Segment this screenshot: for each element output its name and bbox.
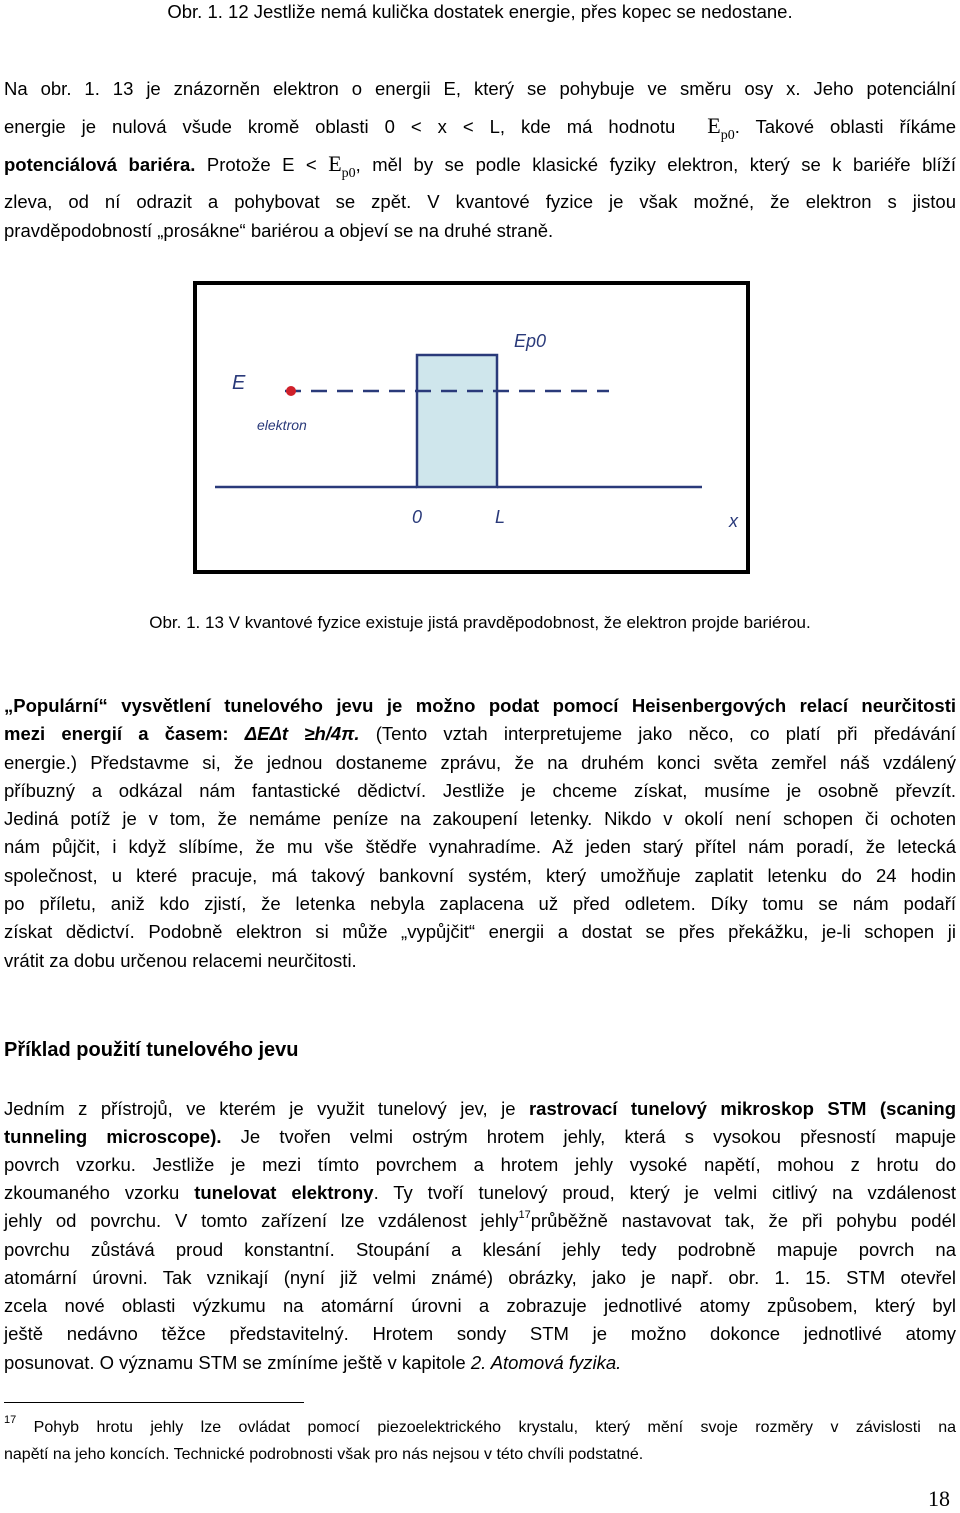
intro-line-5: pravděpodobností „prosákne“ bariérou a objeví se na druhé straně.	[4, 220, 554, 241]
figure-caption-previous: Obr. 1. 12 Jestliže nemá kulička dostatek energie, přes kopec se nedostane.	[167, 1, 793, 22]
label-electron: elektron	[257, 417, 307, 433]
stm-line-3: povrch vzorku. Jestliže je mezi tímto povrchem a hrotem jehly vysoké napětí, mohou z hrotu do	[4, 1154, 956, 1175]
popular-line-9: získat dědictví. Podobně elektron si může „vypůjčit“ energii a dostat se přes překážku, je-li schopen ji	[4, 921, 956, 942]
popular-line-6: nám půjčit, i když slíbíme, že mu vše štědře vynahradíme. Až jeden starý přítel nám poradí, že letecká	[4, 836, 956, 857]
stm-line-10: posunovat. O významu STM se zmíníme ještě v kapitole 2. Atomová fyzika.	[4, 1352, 622, 1373]
stm-line-1: Jedním z přístrojů, ve kterém je využit tunelový jev, je rastrovací tunelový mikroskop STM (scaning	[4, 1098, 956, 1119]
popular-line-10: vrátit za dobu určenou relacemi neurčitosti.	[4, 950, 357, 971]
intro-line-1: Na obr. 1. 13 je znázorněn elektron o energii E, který se pohybuje ve směru osy x. Jeho potenciální	[4, 78, 956, 99]
intro-line-2	[4, 112, 956, 150]
formula-uncertainty: ΔEΔt ≥h/4π.	[244, 723, 360, 744]
footnote-ref-17: 17	[518, 1209, 531, 1221]
electron-dot	[286, 386, 296, 396]
footnote-separator	[4, 1402, 304, 1403]
stm-line-4: zkoumaného vzorku tunelovat elektrony. Ty tvoří tunelový proud, který je velmi citlivý na vzdálenost	[4, 1182, 956, 1203]
stm-line-7: atomární úrovni. Tak vznikají (nyní již velmi známé) obrázky, jako je např. obr. 1. 15. STM otevřel	[4, 1267, 956, 1288]
footnote-line-1: $^{17}$ Pohyb hrotu jehly lze ovládat pomocí piezoelektrického krystalu, který mění svoje rozměry v závislosti na	[4, 1414, 956, 1436]
footnote-line-2: napětí na jeho koncích. Technické podrobnosti však pro nás nejsou v této chvíli podstatné.	[4, 1446, 644, 1463]
barrier-figure	[193, 281, 750, 574]
label-zero: 0	[412, 507, 423, 527]
label-L: L	[495, 507, 506, 527]
popular-line-7: společnost, u které pracuje, má takový bankovní systém, který umožňuje zaplatit letenku do 24 hodin	[4, 865, 956, 886]
label-E: E	[232, 372, 246, 394]
intro-line-2-text: energie je nulová všude kromě oblasti 0 < x < L, kde má hodnotu	[4, 116, 676, 137]
intro-line-2-end: . Takové oblasti říkáme	[734, 116, 957, 137]
popular-line-3: energie.) Představme si, že jednou dostaneme zprávu, že na druhém konci světa zemřel náš vzdálený	[4, 752, 956, 773]
symbol-Ep0: $E_{p0}$	[707, 113, 735, 143]
stm-line-6: povrchu zůstává proud konstantní. Stoupání a klesání jehly tedy podrobně mapuje povrch na	[4, 1239, 956, 1260]
section-heading: Příklad použití tunelového jevu	[4, 1039, 299, 1061]
stm-line-9: ještě nedávno těžce představitelný. Hrotem sondy STM je možno dokonce jednotlivé atomy	[4, 1323, 956, 1344]
popular-line-2: mezi energií a časem: ΔEΔt ≥h/4π. (Tento vztah interpretujeme jako něco, co platí při předávání	[4, 723, 956, 744]
term-potential-barrier: potenciálová bariéra.	[4, 154, 196, 175]
popular-line-4: příbuzný a odkázal nám fantastické dědictví. Jestliže je chceme získat, musíme je osobně převzít.	[4, 780, 956, 801]
page-number: 18	[928, 1486, 950, 1511]
intro-line-3: potenciálová bariéra. Protože $E < E_{p0}$, měl by se podle klasické fyziky elektron, který se k bariéře blíží	[4, 151, 956, 181]
stm-line-5: jehly od povrchu. V tomto zařízení lze vzdálenost jehly$^{17}$průběžně nastavovat tak, že při pohybu podél	[4, 1209, 956, 1231]
stm-line-8: zcela nové oblasti výzkumu na atomární úrovni a zobrazuje jednotlivé atomy způsobem, který byl	[4, 1295, 956, 1316]
symbol-Ep0-inline: $E_{p0}$	[328, 151, 356, 181]
popular-line-5: Jediná potíž je v tom, že nemáme peníze na zakoupení letenky. Nikdo v okolí není schopen či ochoten	[4, 808, 956, 829]
label-x-axis: x	[729, 511, 738, 531]
intro-line-4: zleva, od ní odrazit a pohybovat se zpět. V kvantové fyzice je však možné, že elektron s jistou	[4, 191, 956, 212]
potential-barrier-rect	[417, 355, 497, 487]
stm-line-2: tunneling microscope). Je tvořen velmi ostrým hrotem jehly, která s vysokou přesností mapuje	[4, 1126, 956, 1147]
popular-line-1: „Populární“ vysvětlení tunelového jevu je možno podat pomocí Heisenbergových relací neurčitosti	[4, 695, 956, 716]
barrier-diagram	[197, 285, 746, 570]
label-Ep0: Ep0	[514, 331, 547, 351]
figure-caption: Obr. 1. 13 V kvantové fyzice existuje jistá pravděpodobnost, že elektron projde bariérou.	[149, 613, 811, 632]
popular-line-8: po příletu, aniž kdo zjistí, že letenka nebyla zaplacena už před odletem. Díky tomu se nám podaří	[4, 893, 956, 914]
